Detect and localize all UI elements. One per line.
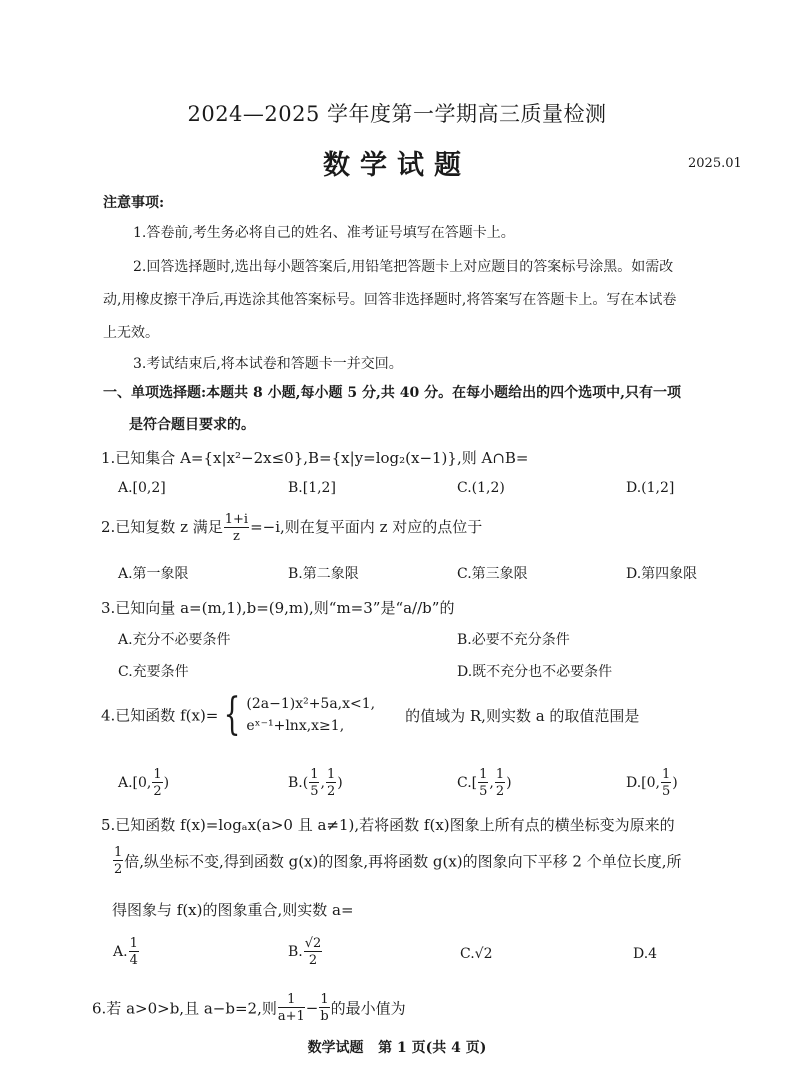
piecewise-case-1: (2a−1)x²+5a,x<1, xyxy=(246,696,376,712)
fraction-numerator: 1 xyxy=(320,992,329,1007)
question-6-fraction-1 xyxy=(278,993,305,1023)
fraction-denominator: z xyxy=(233,529,240,544)
option-suffix: ) xyxy=(337,775,343,791)
notice-item-3: 3.考试结束后,将本试卷和答题卡一并交回。 xyxy=(133,356,403,372)
option-fraction xyxy=(478,768,488,798)
option-prefix: A. xyxy=(113,944,128,960)
option-prefix: B. xyxy=(288,944,303,960)
fraction-denominator: 2 xyxy=(114,862,123,877)
question-1-option-d: D.(1,2] xyxy=(626,480,675,496)
question-5-line-2 xyxy=(112,846,682,876)
option-fraction xyxy=(304,937,323,967)
fraction-denominator: 5 xyxy=(662,784,671,799)
option-fraction xyxy=(661,768,671,798)
question-4-option-a xyxy=(118,768,169,798)
option-prefix: C. xyxy=(460,946,475,962)
notice-item-2-line-2: 动,用橡皮擦干净后,再选涂其他答案标号。回答非选择题时,将答案写在答题卡上。写在本试卷 xyxy=(103,292,677,308)
section-heading-line-1: 一、单项选择题:本题共 8 小题,每小题 5 分,共 40 分。在每小题给出的四个选项中,只有一项 xyxy=(103,385,681,401)
piecewise-cases xyxy=(246,693,375,737)
option-prefix: A.[0, xyxy=(118,775,152,791)
question-2-stem-pre: 2.已知复数 z 满足 xyxy=(101,518,223,536)
fraction-denominator: b xyxy=(320,1009,329,1024)
question-3-option-c: C.充要条件 xyxy=(118,664,189,680)
option-fraction xyxy=(152,768,162,798)
question-4-option-c xyxy=(457,768,512,798)
fraction-numerator: 1 xyxy=(326,767,336,782)
fraction-numerator: 1 xyxy=(153,767,162,782)
subject-title: 数学试题 xyxy=(323,150,471,181)
fraction-numerator: 1 xyxy=(278,993,305,1008)
fraction-numerator: √2 xyxy=(304,936,322,951)
option-suffix: ) xyxy=(672,775,678,791)
question-5-option-a xyxy=(113,937,140,967)
question-2-stem xyxy=(101,513,482,543)
option-prefix: D.[0, xyxy=(626,775,660,791)
question-1-option-b: B.[1,2] xyxy=(288,480,336,496)
option-suffix: ) xyxy=(163,775,170,791)
notice-heading: 注意事项: xyxy=(103,195,165,211)
option-fraction xyxy=(326,768,336,798)
question-5-option-c xyxy=(460,946,493,962)
notice-item-2-line-3: 上无效。 xyxy=(103,325,159,341)
option-fraction xyxy=(309,768,319,798)
notice-item-1: 1.答卷前,考生务必将自己的姓名、准考证号填写在答题卡上。 xyxy=(133,225,515,241)
question-2-option-c: C.第三象限 xyxy=(457,566,528,582)
question-3-option-b: B.必要不充分条件 xyxy=(457,632,570,648)
question-6-stem-post: 的最小值为 xyxy=(330,999,406,1018)
question-6-stem-pre: 6.若 a>0>b,且 a−b=2,则 xyxy=(92,999,277,1018)
question-5-line-3: 得图象与 f(x)的图象重合,则实数 a= xyxy=(112,901,354,919)
piecewise-case-2: eˣ⁻¹+lnx,x≥1, xyxy=(246,718,345,734)
fraction-denominator: 5 xyxy=(310,784,319,799)
question-3-option-d: D.既不充分也不必要条件 xyxy=(457,664,613,680)
question-2-option-a: A.第一象限 xyxy=(118,566,189,582)
fraction-denominator: 4 xyxy=(129,953,138,968)
question-1-option-a: A.[0,2] xyxy=(118,480,166,496)
fraction-numerator: 1 xyxy=(114,845,123,860)
question-6-stem xyxy=(92,993,406,1023)
fraction-numerator: 1 xyxy=(129,936,138,951)
notice-item-2-line-1: 2.回答选择题时,选出每小题答案后,用铅笔把答题卡上对应题目的答案标号涂黑。如需改 xyxy=(133,259,674,275)
question-6-fraction-2 xyxy=(319,993,329,1023)
option-radical: √2 xyxy=(474,946,493,962)
question-4-option-b xyxy=(288,768,343,798)
section-heading-line-2: 是符合题目要求的。 xyxy=(129,417,255,433)
question-3-option-a: A.充分不必要条件 xyxy=(118,632,231,648)
exam-date: 2025.01 xyxy=(688,156,742,171)
question-5-line-1: 5.已知函数 f(x)=logₐx(a>0 且 a≠1),若将函数 f(x)图象上所有点的横坐标变为原来的 xyxy=(101,816,675,834)
option-prefix: B.( xyxy=(288,775,309,791)
question-1-stem: 1.已知集合 A={x|x²−2x≤0},B={x|y=log₂(x−1)},则 A∩B= xyxy=(101,449,529,467)
question-4-stem xyxy=(101,689,640,740)
exam-title: 2024—2025 学年度第一学期高三质量检测 xyxy=(187,102,607,126)
question-4-option-d xyxy=(626,768,678,798)
question-5-fraction xyxy=(113,846,123,876)
question-2-stem-post: =−i,则在复平面内 z 对应的点位于 xyxy=(250,518,483,536)
page-footer: 数学试题 第 1 页(共 4 页) xyxy=(307,1040,487,1056)
fraction-denominator: a+1 xyxy=(277,1009,305,1024)
option-fraction xyxy=(495,768,505,798)
option-suffix: ) xyxy=(506,775,512,791)
fraction-numerator: 1 xyxy=(310,767,319,782)
fraction-numerator: 1 xyxy=(495,767,505,782)
fraction-denominator: 2 xyxy=(326,784,336,799)
question-2-option-b: B.第二象限 xyxy=(288,566,359,582)
fraction-numerator: 1 xyxy=(479,767,488,782)
question-5-line-2-text: 倍,纵坐标不变,得到函数 g(x)的图象,再将函数 g(x)的图象向下平移 2 个单位长度,所 xyxy=(124,852,682,871)
option-fraction xyxy=(129,937,139,967)
option-separator: , xyxy=(489,775,494,791)
option-separator: , xyxy=(320,775,325,791)
fraction-denominator: 2 xyxy=(495,784,505,799)
question-5-option-d: D.4 xyxy=(633,946,658,962)
question-5-option-b xyxy=(288,937,323,967)
question-6-minus: − xyxy=(305,999,319,1017)
fraction-denominator: 2 xyxy=(308,953,318,968)
fraction-numerator: 1 xyxy=(662,767,671,782)
piecewise-brace: { xyxy=(223,689,241,740)
question-4-stem-post: 的值域为 R,则实数 a 的取值范围是 xyxy=(405,706,640,725)
question-4-stem-pre: 4.已知函数 f(x)= xyxy=(101,706,219,725)
fraction-numerator: 1+i xyxy=(224,512,249,527)
fraction-denominator: 2 xyxy=(153,784,162,799)
question-3-stem: 3.已知向量 a=(m,1),b=(9,m),则“m=3”是“a//b”的 xyxy=(101,599,455,617)
option-prefix: C.[ xyxy=(457,775,478,791)
question-2-option-d: D.第四象限 xyxy=(626,566,698,582)
question-1-option-c: C.(1,2) xyxy=(457,480,505,496)
question-2-fraction xyxy=(224,513,249,543)
fraction-denominator: 5 xyxy=(479,784,488,799)
